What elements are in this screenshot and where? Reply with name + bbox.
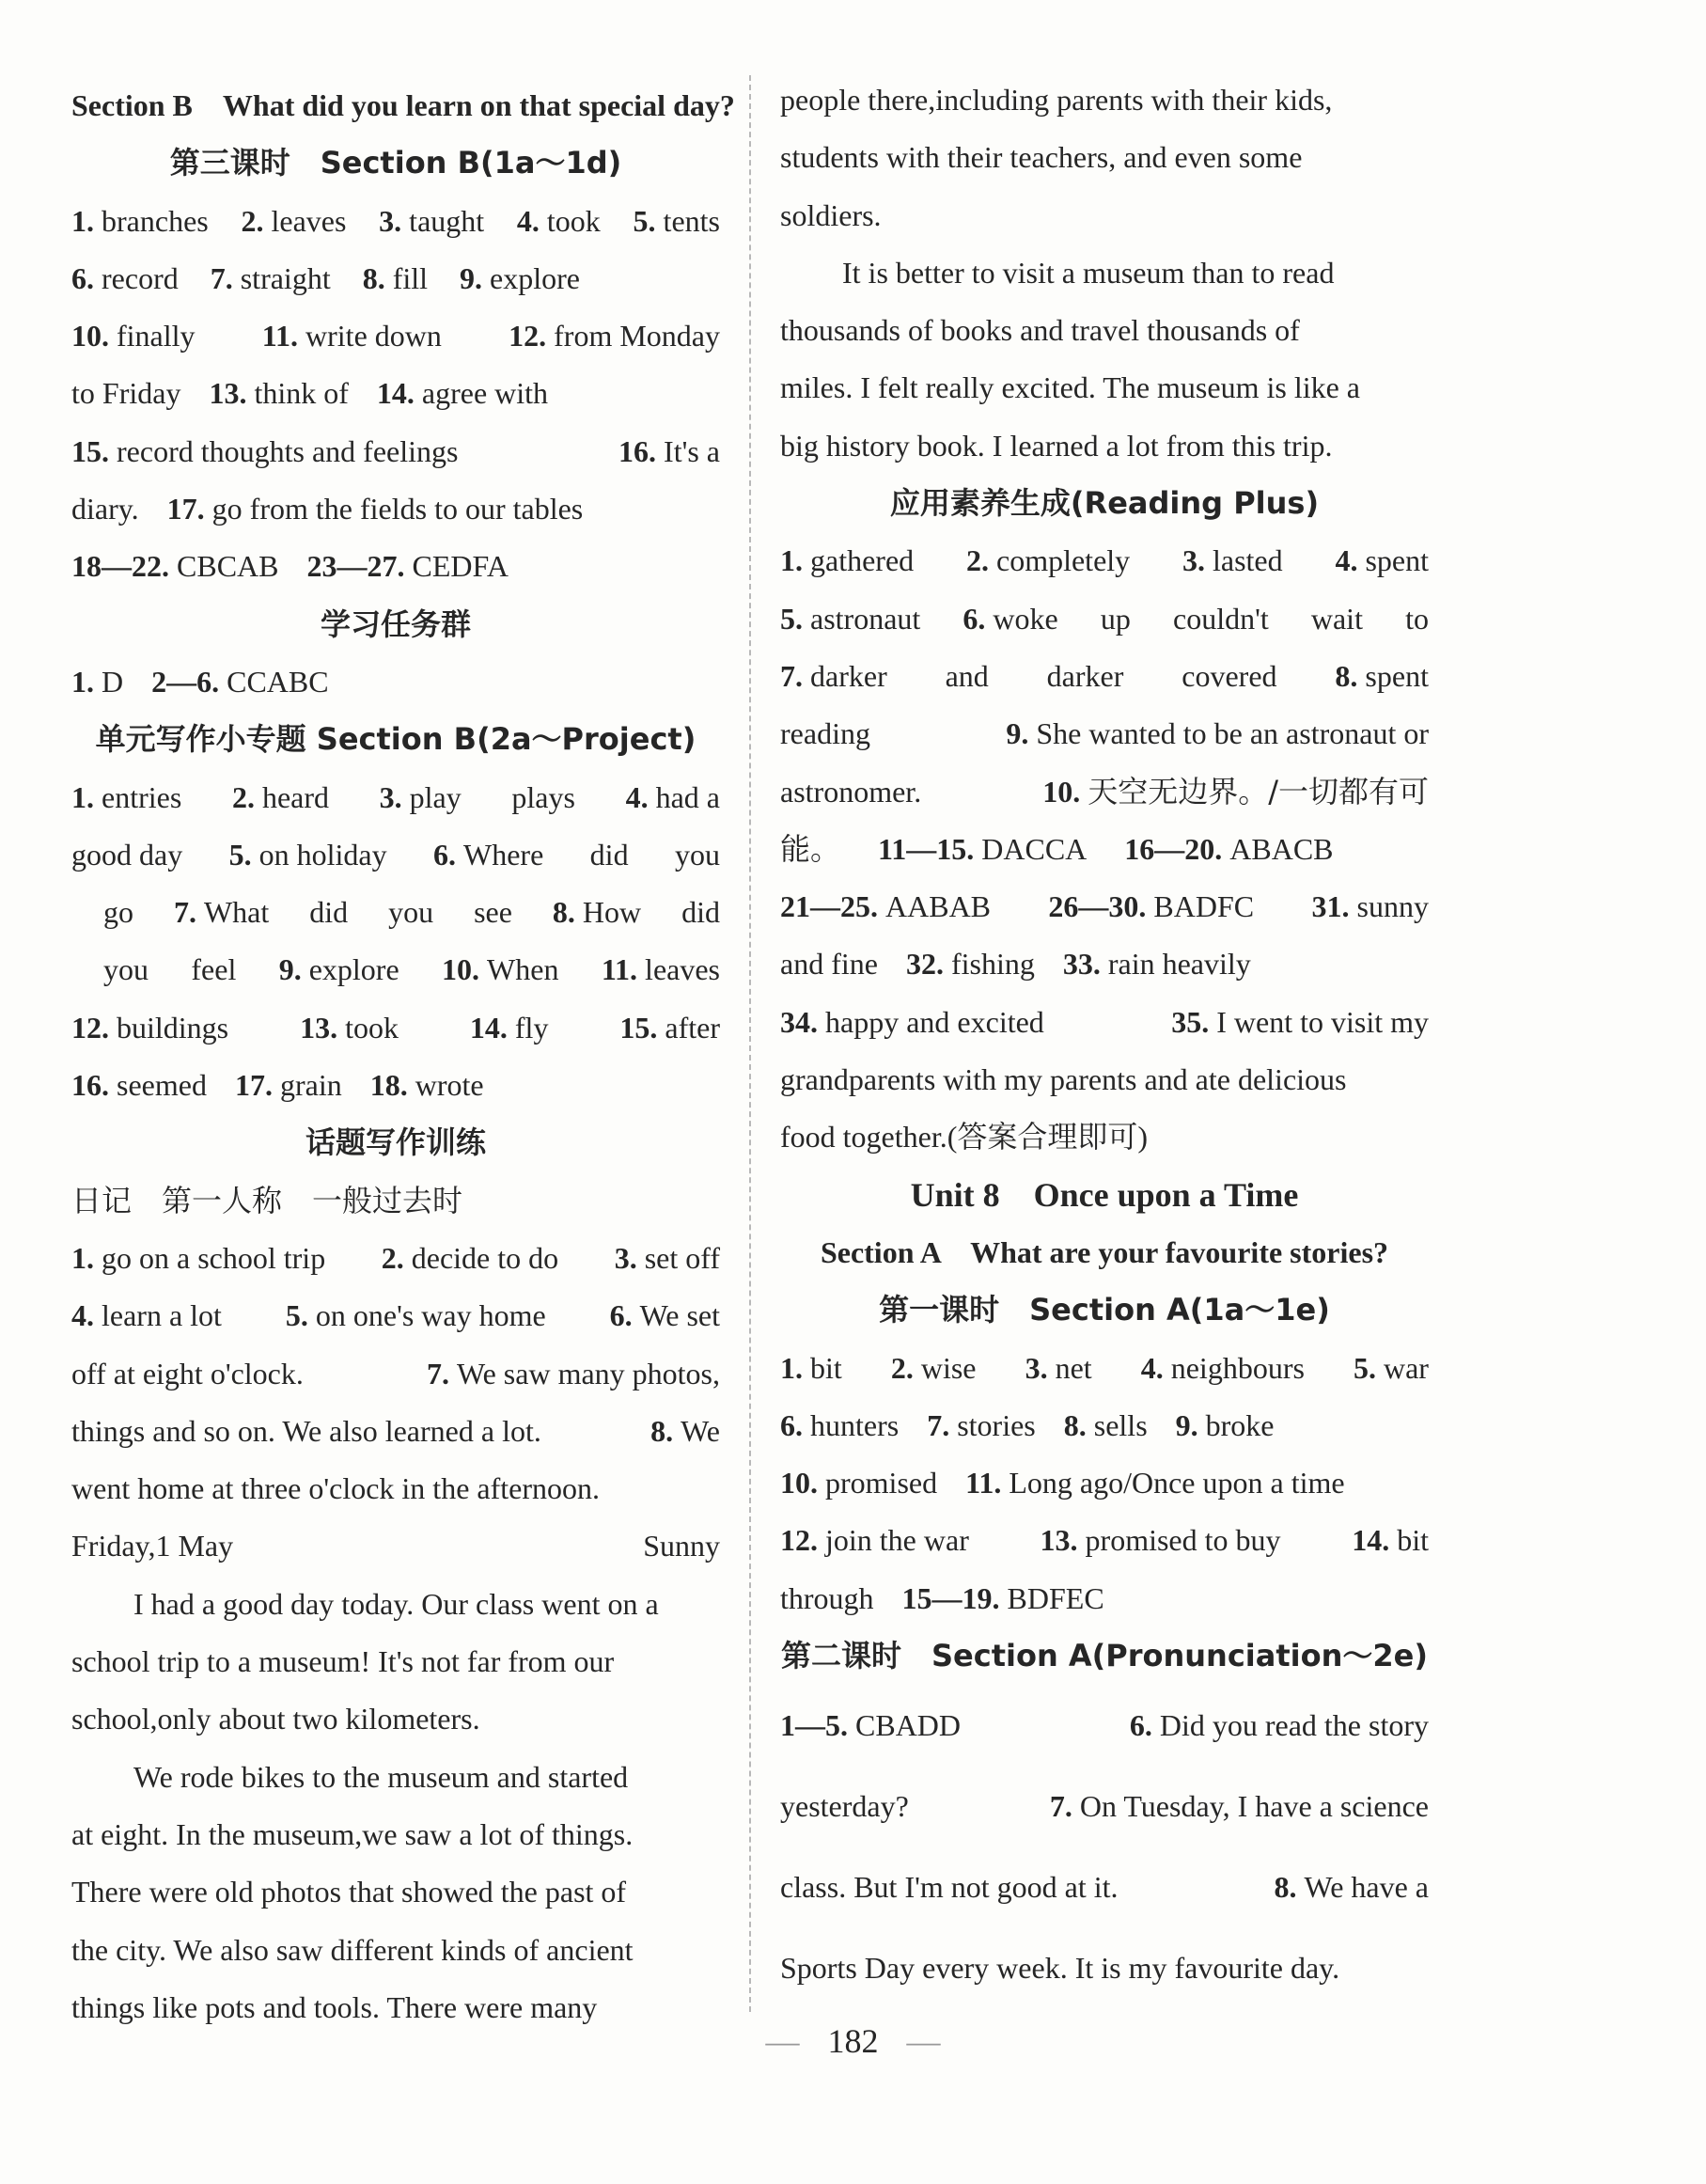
diary-text: things like pots and tools. There were many [71,1989,598,2024]
answer-line: 能。 11—15. DACCA 16—20. ABACB [780,830,1334,867]
answer-line: you feel 9. explore 10. When 11. leaves [103,952,720,987]
lesson-heading: 第二课时 Section A(Pronunciation～2e) [780,1638,1428,1674]
answer-line: 6. hunters 7. stories 8. sells 9. broke [780,1407,1275,1442]
diary-heading: 日记 第一人称 一般过去时 [71,1182,463,1218]
answer-line: things and so on. We also learned a lot. 8. We [71,1413,720,1448]
diary-text: I had a good day today. Our class went on a [133,1586,659,1621]
right-column [780,71,1429,2008]
answer-line: 15. record thoughts and feelings 16. It's a [71,433,720,468]
diary-text: miles. I felt really excited. The museum is like a [780,370,1360,405]
answer-line: 34. happy and excited 35. I went to visit my [780,1004,1429,1039]
answer-line: 1. D 2—6. CCABC [71,664,329,699]
answer-line: 1. branches 2. leaves 3. taught 4. took 5. tents [71,203,720,238]
answer-line: yesterday? 7. On Tuesday, I have a science [780,1789,1429,1824]
answer-line: 12. join the war 13. promised to buy 14. bit [780,1523,1429,1558]
diary-text: big history book. I learned a lot from this trip. [780,428,1333,463]
answer-line: 1. entries 2. heard 3. play plays 4. had a [71,779,720,814]
diary-text: thousands of books and travel thousands of [780,313,1300,348]
answer-line: Sports Day every week. It is my favourite day. [780,1951,1340,1986]
diary-text: There were old photos that showed the past of [71,1875,627,1909]
answer-line: 7. darker and darker covered 8. spent [780,658,1429,693]
answer-line: 21—25. AABAB 26—30. BADFC 31. sunny [780,889,1429,924]
answer-line: go 7. What did you see 8. How did [103,895,720,930]
answer-line: astronomer. 10. 天空无边界。/一切都有可 [780,773,1429,809]
diary-text: school,only about two kilometers. [71,1702,480,1736]
page-number: — 182 — [765,2022,941,2060]
section-heading: Section A What are your favourite stories? [820,1234,1389,1269]
answer-line: food together.(答案合理即可) [780,1120,1149,1155]
task-group-heading: 学习任务群 [320,605,471,642]
unit-heading: Unit 8 Once upon a Time [910,1175,1299,1214]
left-column [71,77,735,2036]
lesson-heading: 第三课时 Section B(1a～1d) [169,145,622,181]
diary-text: We rode bikes to the museum and started [133,1759,629,1794]
topic-writing-heading: 话题写作训练 [305,1124,486,1161]
diary-date: Friday,1 May [71,1529,234,1563]
answer-line: 1. bit 2. wise 3. net 4. neighbours 5. war [780,1350,1429,1385]
answer-line: to Friday 13. think of 14. agree with [71,376,549,411]
answer-line: off at eight o'clock. 7. We saw many photos, [71,1356,720,1391]
diary-date-line [71,1517,720,1575]
answer-line: class. But I'm not good at it. 8. We have a [780,1870,1429,1905]
answer-line: through 15—19. BDFEC [780,1580,1104,1615]
answer-line: 10. finally 11. write down 12. from Monday [71,319,720,354]
diary-weather: Sunny [643,1529,720,1563]
reading-plus-heading: 应用素养生成(Reading Plus) [889,485,1320,522]
diary-text: people there,including parents with their kids, [780,83,1333,117]
diary-text: the city. We also saw different kinds of ancient [71,1932,634,1967]
answer-line: 16. seemed 17. grain 18. wrote [71,1068,484,1103]
answer-line: 4. learn a lot 5. on one's way home 6. We set [71,1298,720,1333]
answer-line: good day 5. on holiday 6. Where did you [71,837,720,872]
answer-line: 10. promised 11. Long ago/Once upon a time [780,1466,1345,1501]
answer-line: diary. 17. go from the fields to our tables [71,492,584,526]
answer-line: and fine 32. fishing 33. rain heavily [780,947,1251,982]
answer-line: 1. go on a school trip 2. decide to do 3. set off [71,1240,720,1275]
column-divider [749,75,751,2012]
answer-line: 6. record 7. straight 8. fill 9. explore [71,260,580,295]
unit-writing-heading: 单元写作小专题 Section B(2a～Project) [95,721,696,758]
answer-line: 5. astronaut 6. woke up couldn't wait to [780,601,1429,636]
answer-line: grandparents with my parents and ate delicious [780,1062,1347,1097]
answer-line: 1—5. CBADD 6. Did you read the story [780,1708,1429,1743]
diary-text: school trip to a museum! It's not far from our [71,1644,615,1679]
answer-line: 1. gathered 2. completely 3. lasted 4. spent [780,543,1429,578]
lesson-heading: 第一课时 Section A(1a～1e) [879,1292,1330,1328]
answer-line: reading 9. She wanted to be an astronaut or [780,716,1429,751]
section-heading: Section B What did you learn on that special day? [71,88,735,122]
diary-text: students with their teachers, and even some [780,140,1303,175]
diary-text: soldiers. [780,197,882,232]
diary-text: at eight. In the museum,we saw a lot of things. [71,1816,634,1851]
answer-line: 12. buildings 13. took 14. fly 15. after [71,1010,720,1045]
diary-text: It is better to visit a museum than to read [842,255,1335,290]
answer-line: 18—22. CBCAB 23—27. CEDFA [71,549,509,584]
answer-line: went home at three o'clock in the afternoon. [71,1471,600,1506]
